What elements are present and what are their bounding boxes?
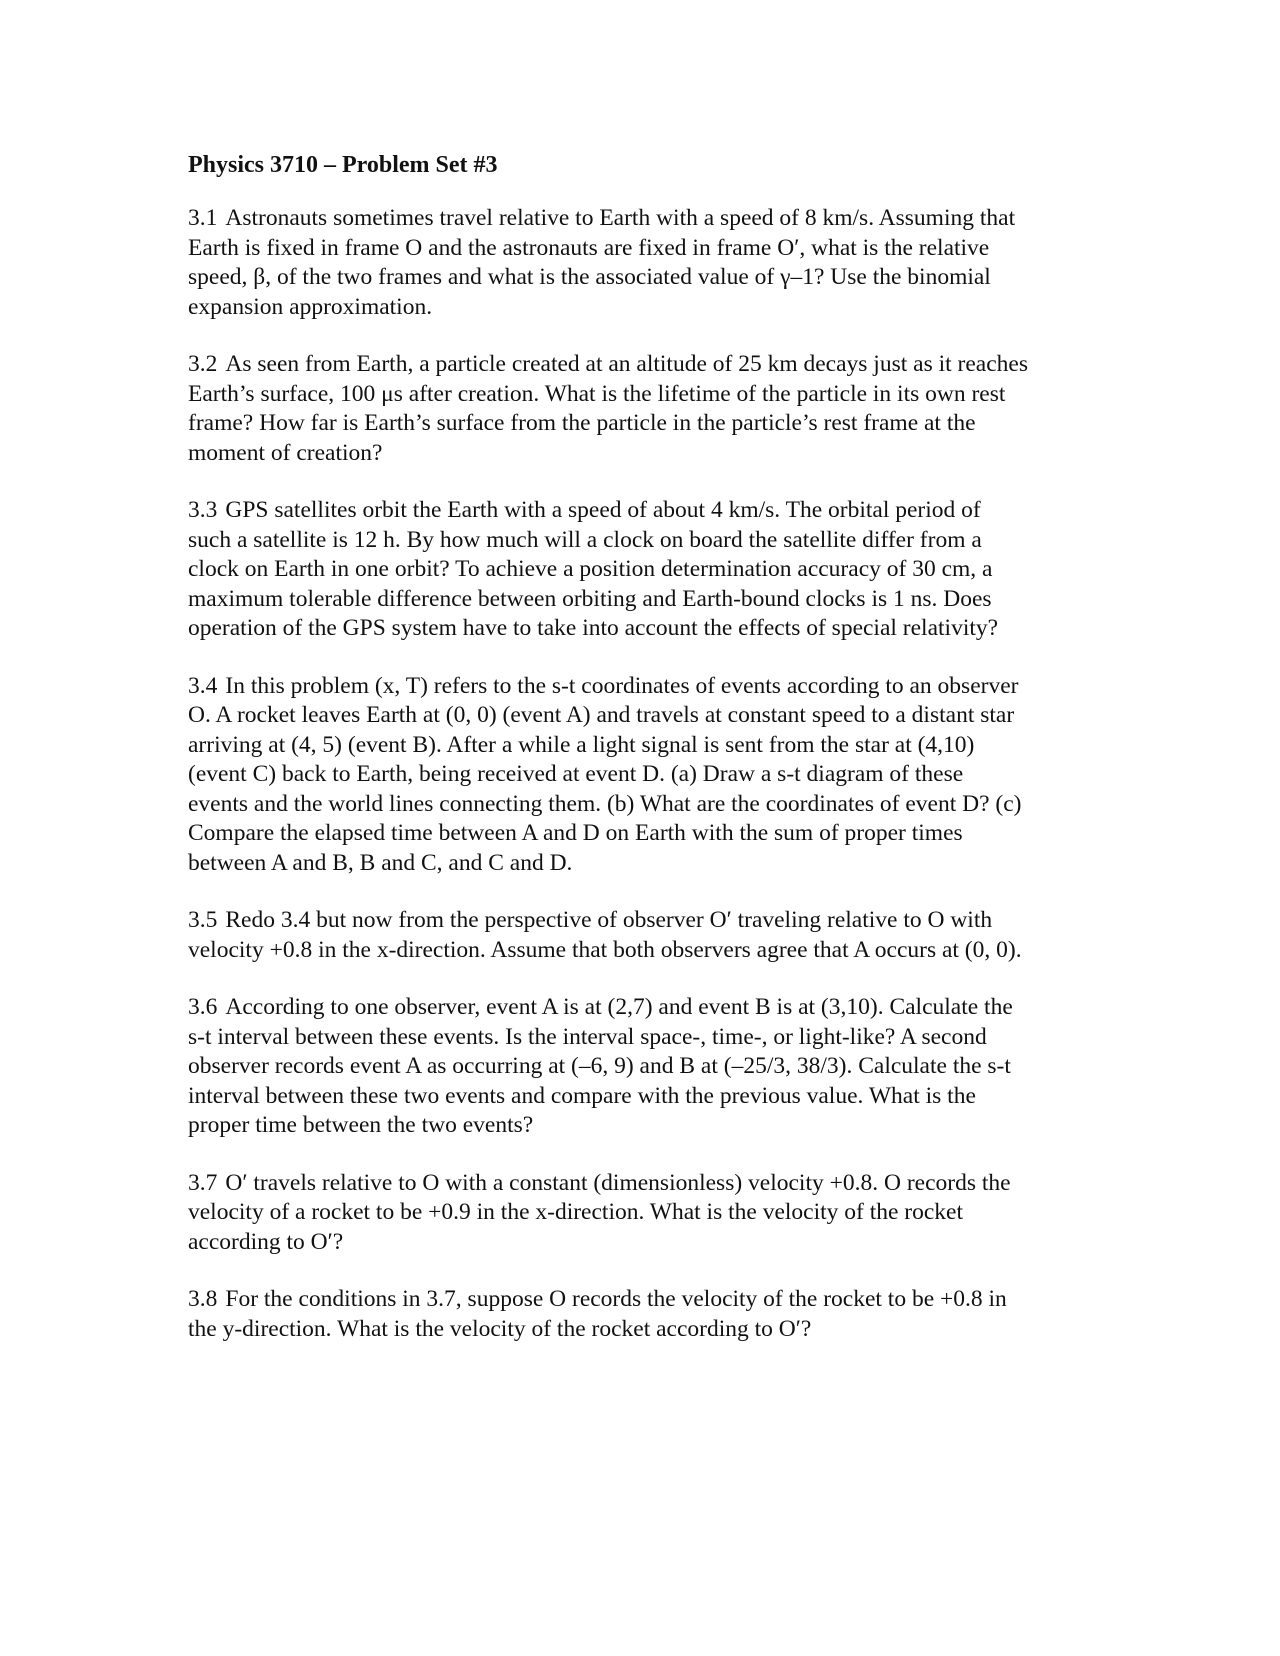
problem-number: 3.1 [188, 205, 218, 231]
problem-line: between A and B, B and C, and C and D. [188, 849, 573, 876]
problem-line: 3.8 For the conditions in 3.7, suppose O records the velocity of the rocket to be +0.8 in [188, 1286, 1007, 1312]
problem-line: 3.4 In this problem (x, T) refers to the s-t coordinates of events according to an observer [188, 672, 1019, 699]
problem-3-5 [188, 906, 1098, 965]
problem-line: observer records event A as occurring at (–6, 9) and B at (–25/3, 38/3). Calculate the s-t [188, 1053, 1011, 1079]
problem-3-6 [188, 993, 1098, 1141]
problem-3-1 [188, 204, 1098, 322]
problem-line: (event C) back to Earth, being received at event D. (a) Draw a s-t diagram of these [188, 761, 964, 787]
problem-line: Compare the elapsed time between A and D on Earth with the sum of proper times [188, 820, 963, 846]
problem-line: frame? How far is Earth’s surface from the particle in the particle’s rest frame at the [188, 410, 976, 436]
problem-line: the y-direction. What is the velocity of the rocket according to O′? [188, 1315, 812, 1342]
problem-line: 3.1 Astronauts sometimes travel relative to Earth with a speed of 8 km/s. Assuming that [188, 205, 1016, 231]
problem-number: 3.5 [188, 907, 218, 933]
problem-line: O. A rocket leaves Earth at (0, 0) (event A) and travels at constant speed to a distant star [188, 702, 1015, 728]
problem-line: 3.3 GPS satellites orbit the Earth with a speed of about 4 km/s. The orbital period of [188, 497, 981, 523]
problem-number: 3.4 [188, 672, 218, 699]
problem-number: 3.6 [188, 994, 218, 1020]
problem-line: operation of the GPS system have to take into account the effects of special relativity? [188, 615, 999, 641]
problem-line: events and the world lines connecting them. (b) What are the coordinates of event D? (c) [188, 790, 1022, 817]
document-page [188, 150, 1098, 1372]
problem-line: s-t interval between these events. Is the interval space-, time-, or light-like? A second [188, 1023, 987, 1050]
problem-line: velocity +0.8 in the x-direction. Assume that both observers agree that A occurs at (0, 0). [188, 936, 1022, 963]
problem-3-8 [188, 1285, 1098, 1344]
problem-number: 3.8 [188, 1286, 218, 1312]
problem-3-3 [188, 496, 1098, 644]
problem-number: 3.3 [188, 497, 218, 523]
problem-line: arriving at (4, 5) (event B). After a while a light signal is sent from the star at (4,10) [188, 731, 975, 758]
problem-number: 3.7 [188, 1169, 218, 1196]
problem-3-4 [188, 672, 1098, 879]
problem-line: 3.6 According to one observer, event A is at (2,7) and event B is at (3,10). Calculate the [188, 994, 1013, 1020]
problem-line: 3.7 O′ travels relative to O with a constant (dimensionless) velocity +0.8. O records the [188, 1169, 1011, 1196]
problem-line: expansion approximation. [188, 293, 433, 320]
problem-line: clock on Earth in one orbit? To achieve a position determination accuracy of 30 cm, a [188, 556, 993, 582]
problem-line: Earth’s surface, 100 μs after creation. What is the lifetime of the particle in its own rest [188, 380, 1006, 407]
problem-3-7 [188, 1169, 1098, 1258]
problem-number: 3.2 [188, 351, 218, 377]
problem-line: such a satellite is 12 h. By how much will a clock on board the satellite differ from a [188, 526, 982, 553]
problem-line: 3.2 As seen from Earth, a particle created at an altitude of 25 km decays just as it reaches [188, 351, 1028, 377]
document-title: Physics 3710 – Problem Set #3 [188, 152, 498, 178]
problem-line: speed, β, of the two frames and what is the associated value of γ–1? Use the binomial [188, 264, 991, 290]
problem-line: according to O′? [188, 1228, 344, 1255]
problem-line: interval between these two events and compare with the previous value. What is the [188, 1082, 976, 1109]
problem-line: moment of creation? [188, 439, 383, 466]
problem-line: 3.5 Redo 3.4 but now from the perspective of observer O′ traveling relative to O with [188, 907, 993, 933]
problem-line: proper time between the two events? [188, 1112, 534, 1138]
problem-line: velocity of a rocket to be +0.9 in the x-direction. What is the velocity of the rocket [188, 1199, 964, 1225]
problem-line: maximum tolerable difference between orbiting and Earth-bound clocks is 1 ns. Does [188, 585, 992, 612]
problem-3-2 [188, 350, 1098, 468]
problem-line: Earth is fixed in frame O and the astronauts are fixed in frame O′, what is the relative [188, 234, 990, 261]
